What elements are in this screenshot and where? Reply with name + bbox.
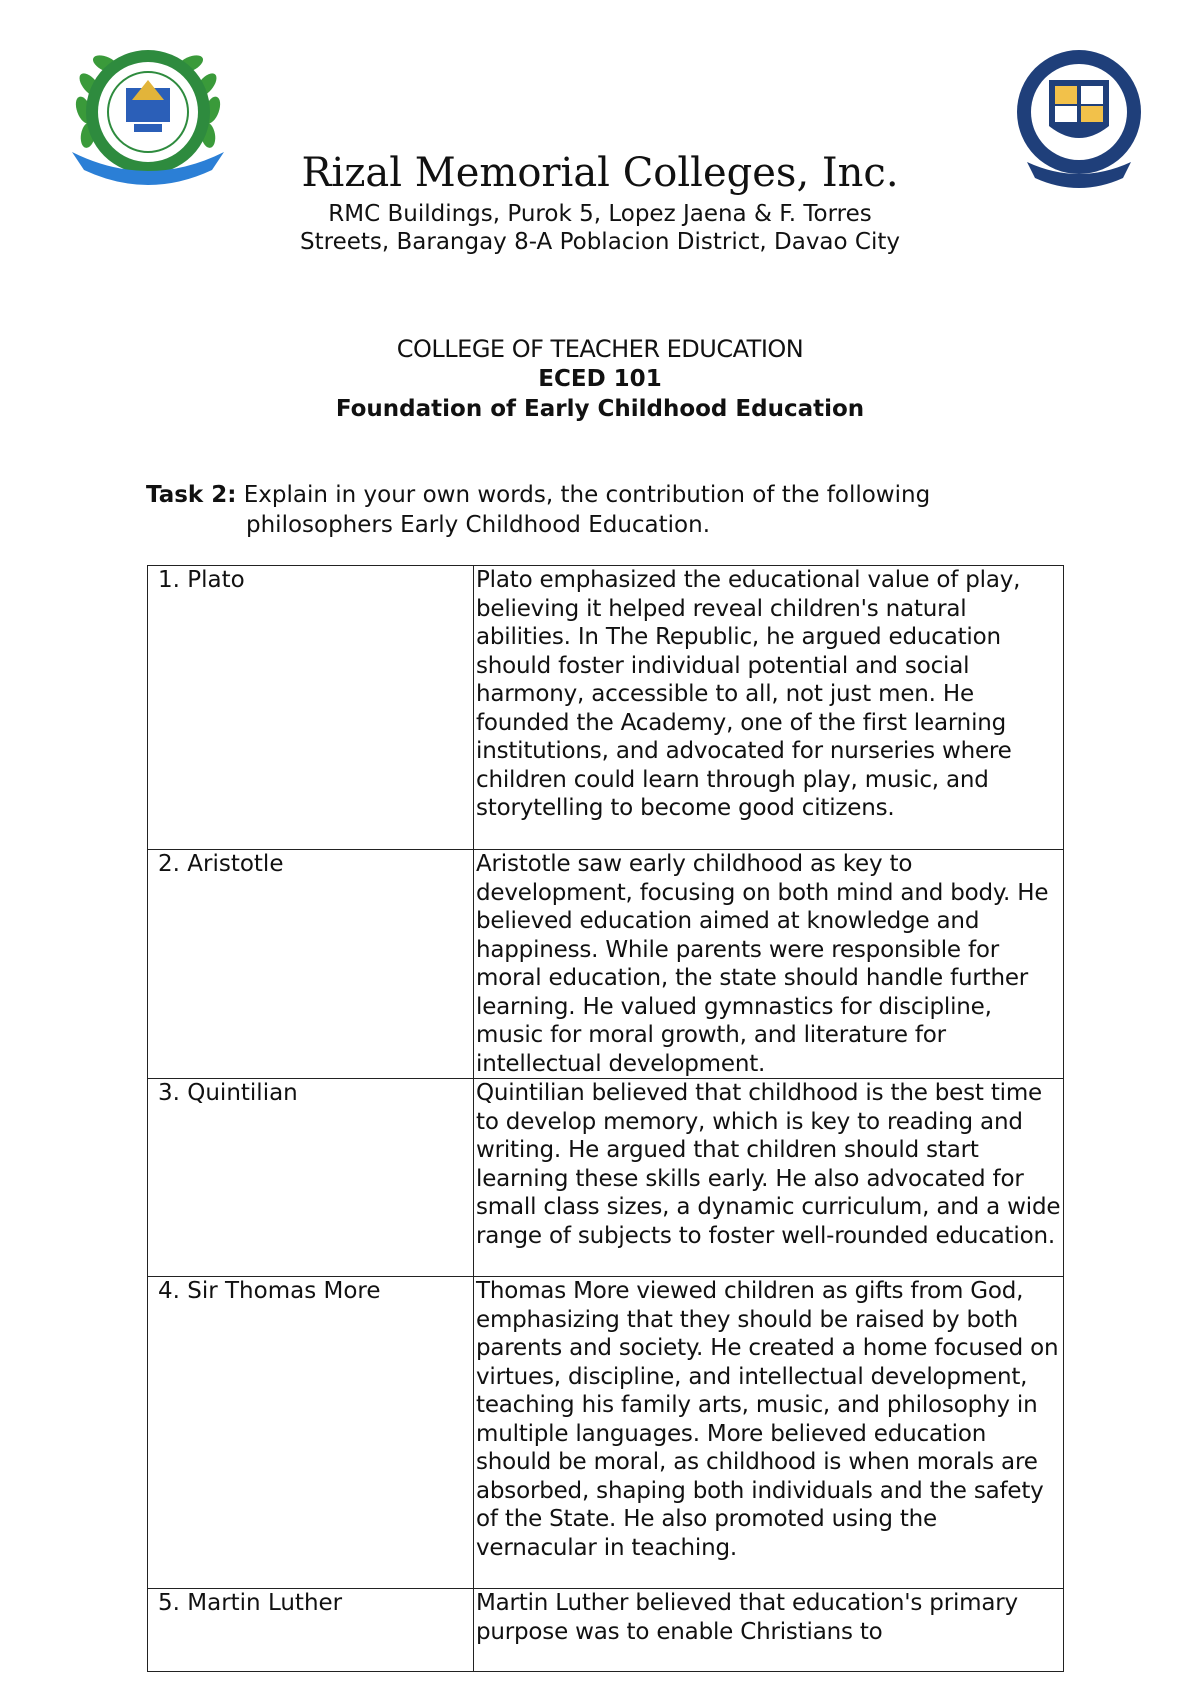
- philosopher-contribution: Thomas More viewed children as gifts from God, emphasizing that they should be raised by both parents and society. He created a home focused on virtues, discipline, and intellectual development, teaching his family arts, music, and philosophy in multiple languages. More believed education should be moral, as childhood is when morals are absorbed, shaping both individuals and the safety of the State. He also promoted using the vernacular in teaching.: [474, 1277, 1064, 1589]
- philosopher-name: 2. Aristotle: [148, 850, 474, 1079]
- task-text-1: Explain in your own words, the contribution of the following: [236, 482, 931, 508]
- philosopher-contribution: Plato emphasized the educational value of play, believing it helped reveal children's natural abilities. In The Republic, he argued education should foster individual potential and social harmony, accessible to all, not just men. He founded the Academy, one of the first learning institutions, and advocated for nurseries where children could learn through play, music, and storytelling to become good citizens.: [474, 566, 1064, 850]
- college-address: RMC Buildings, Purok 5, Lopez Jaena & F. Torres Streets, Barangay 8-A Poblacion District, Davao City: [300, 201, 900, 255]
- task-text-2: philosophers Early Childhood Education.: [246, 512, 711, 538]
- course-title: Foundation of Early Childhood Education: [335, 396, 865, 422]
- philosopher-contribution: Quintilian believed that childhood is the best time to develop memory, which is key to reading and writing. He argued that children should start learning these skills early. He also advocated for small class sizes, a dynamic curriculum, and a wide range of subjects to foster well-rounded education.: [474, 1079, 1064, 1277]
- task-line-1: [146, 480, 1046, 510]
- philosopher-name: 1. Plato: [148, 566, 474, 850]
- department-title: COLLEGE OF TEACHER EDUCATION: [396, 335, 804, 363]
- course-code: ECED 101: [538, 366, 662, 392]
- table-row: [148, 850, 1064, 1079]
- task-instructions: [146, 480, 1046, 540]
- table-row: [148, 566, 1064, 850]
- college-name: Rizal Memorial Colleges, Inc.: [301, 150, 899, 196]
- philosopher-contribution: Aristotle saw early childhood as key to development, focusing on both mind and body. He believed education aimed at knowledge and happiness. While parents were responsible for moral education, the state should handle further learning. He valued gymnastics for discipline, music for moral growth, and literature for intellectual development.: [474, 850, 1064, 1079]
- philosopher-contribution: Martin Luther believed that education's primary purpose was to enable Christians to: [474, 1589, 1064, 1672]
- task-label: Task 2:: [146, 482, 237, 508]
- table-row: [148, 1589, 1064, 1672]
- philosopher-name: 4. Sir Thomas More: [148, 1277, 474, 1589]
- philosopher-name: 3. Quintilian: [148, 1079, 474, 1277]
- philosopher-name: 5. Martin Luther: [148, 1589, 474, 1672]
- table-row: [148, 1277, 1064, 1589]
- philosophers-table: [147, 565, 1064, 1672]
- table-row: [148, 1079, 1064, 1277]
